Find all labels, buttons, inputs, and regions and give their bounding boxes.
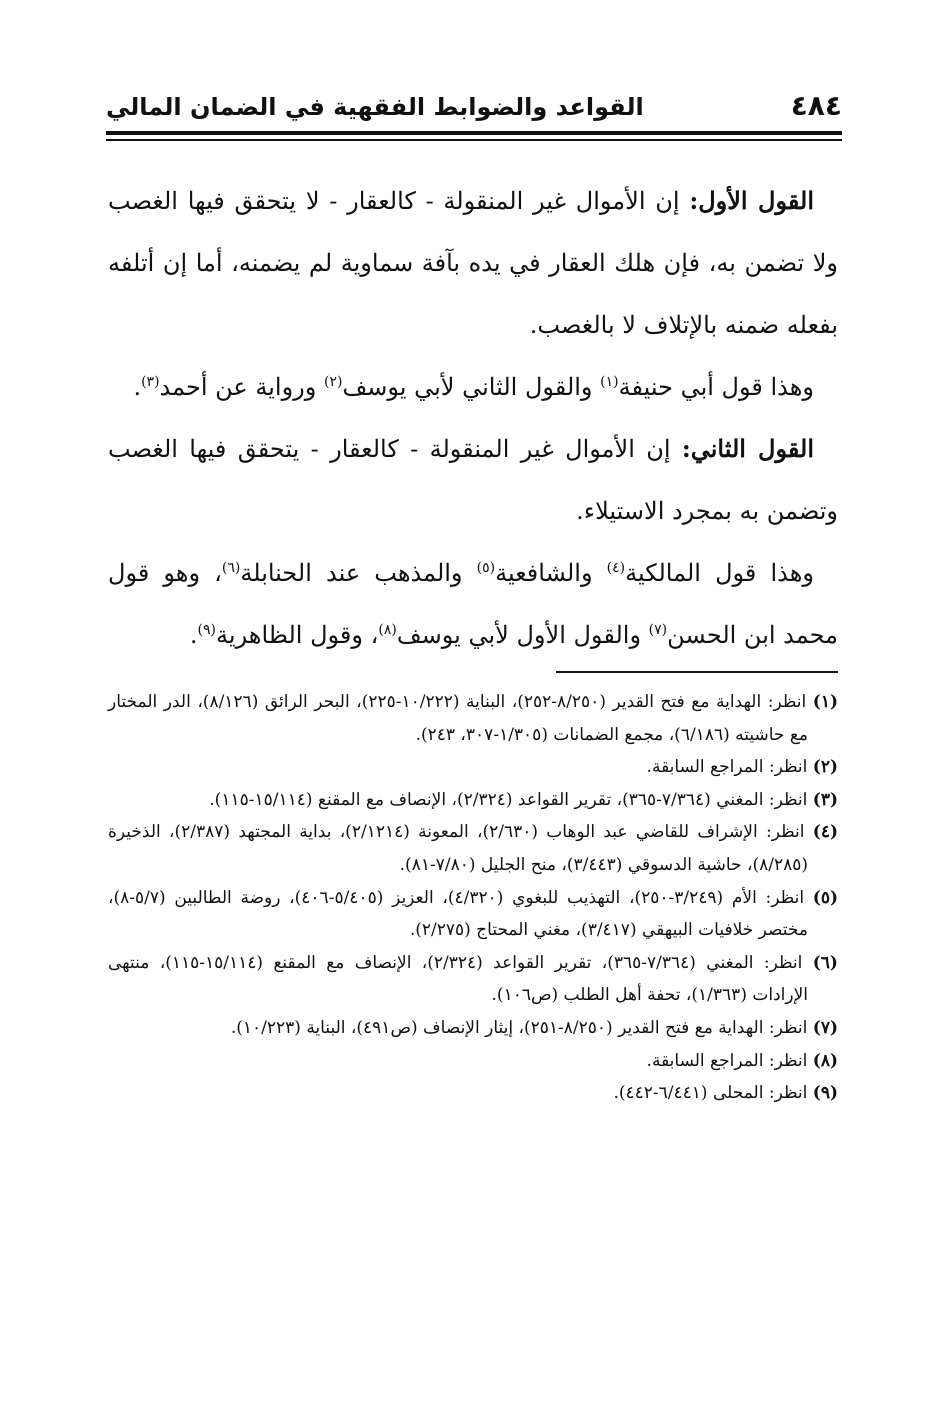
footnote-number: (٨) <box>812 1050 838 1071</box>
text-segment: ، وهو قول محمد ابن الحسن <box>108 559 838 649</box>
footnotes <box>108 686 838 1110</box>
running-title: القواعد والضوابط الفقهية في الضمان المالي <box>106 93 644 121</box>
text-segment: ورواية عن أحمد <box>159 373 324 401</box>
footnote-text: انظر: المراجع السابقة. <box>646 1050 808 1071</box>
main-text <box>108 170 838 666</box>
footnote <box>108 882 838 947</box>
text-segment: وهذا قول المالكية <box>625 559 814 587</box>
footnote-number: (٤) <box>812 822 839 843</box>
footnote-number: (٢) <box>812 757 838 778</box>
paragraph-first-opinion-holders <box>108 356 838 418</box>
footnote-ref-1: (١) <box>600 374 619 390</box>
paragraph-second-opinion-holders <box>108 542 838 666</box>
text-segment: ، وقول الظاهرية <box>216 621 379 649</box>
footnote-number: (٥) <box>812 887 838 908</box>
footnote <box>108 751 838 784</box>
paragraph-second-opinion <box>108 418 838 542</box>
footnote-ref-9: (٩) <box>197 622 217 638</box>
first-opinion-heading: القول الأول: <box>689 186 815 215</box>
footnote <box>108 686 838 751</box>
second-opinion-heading: القول الثاني: <box>681 434 814 463</box>
footnote-number: (٧) <box>812 1017 838 1038</box>
second-opinion-text: إن الأموال غير المنقولة - كالعقار - يتحقق فيها الغصب وتضمن به بمجرد الاستيلاء. <box>108 435 838 525</box>
footnote <box>108 947 838 1012</box>
footnote-text: انظر: المغني (٧/٣٦٤-٣٦٥)، تقرير القواعد (٢/٣٢٤)، الإنصاف مع المقنع (١٥/١١٤-١١٥). <box>209 789 808 810</box>
footnote-number: (١) <box>812 692 839 712</box>
header-rule-thin <box>106 139 842 141</box>
footnote-text: انظر: الأم (٣/٢٤٩-٢٥٠)، التهذيب للبغوي (٤/٣٢٠)، العزيز (٥/٤٠٥-٤٠٦)، روضة الطالبين (٥/٧-٨)، مختصر خلافيات البيهقي (٣/٤١٧)، مغني المحتاج (٢/٢٧٥). <box>108 887 808 941</box>
text-segment: والقول الثاني لأبي يوسف <box>342 373 601 401</box>
footnote <box>108 1045 838 1078</box>
footnote-text: انظر: الهداية مع فتح القدير (٨/٢٥٠-٢٥١)، إيثار الإنصاف (ص٤٩١)، البناية (١٠/٢٢٣). <box>230 1017 808 1038</box>
text-segment: والشافعية <box>495 559 607 587</box>
footnote-ref-8: (٨) <box>378 622 397 638</box>
footnote-text: انظر: المغني (٧/٣٦٤-٣٦٥)، تقرير القواعد (٢/٣٢٤)، الإنصاف مع المقنع (١٥/١١٤-١١٥)، منتهى الإرادات (١/٣٦٣)، تحفة أهل الطلب (ص١٠٦). <box>108 952 808 1006</box>
footnote-text: انظر: الهداية مع فتح القدير (٨/٢٥٠-٢٥٢)، البناية (١٠/٢٢٢-٢٢٥)، البحر الرائق (٨/١٢٦)، الدر المختار مع حاشيته (٦/١٨٦)، مجمع الضمانات (١/٣٠٥-٣٠٧، ٢٤٣). <box>108 692 808 745</box>
page-header <box>106 88 842 128</box>
footnote-number: (٩) <box>812 1083 838 1104</box>
footnote-text: انظر: الإشراف للقاضي عبد الوهاب (٢/٦٣٠)، المعونة (٢/١٢١٤)، بداية المجتهد (٢/٣٨٧)، الذخيرة (٨/٢٨٥)، حاشية الدسوقي (٣/٤٤٣)، منح الجليل (٧/٨٠-٨١). <box>108 822 808 875</box>
footnote-ref-4: (٤) <box>606 560 626 576</box>
footnote <box>108 1077 838 1110</box>
footnote-ref-7: (٧) <box>648 622 668 638</box>
footnote-text: انظر: المحلى (٦/٤٤١-٤٤٢). <box>613 1083 808 1104</box>
text-segment: والمذهب عند الحنابلة <box>240 559 477 587</box>
footnote-separator <box>556 671 838 673</box>
footnote <box>108 784 838 817</box>
footnote <box>108 816 838 881</box>
footnote-ref-3: (٣) <box>141 374 160 390</box>
text-segment: . <box>133 373 142 401</box>
footnote-text: انظر: المراجع السابقة. <box>646 757 808 778</box>
text-segment: والقول الأول لأبي يوسف <box>396 621 649 649</box>
footnote-ref-2: (٢) <box>323 374 343 390</box>
footnote <box>108 1012 838 1045</box>
footnote-ref-6: (٦) <box>221 560 241 576</box>
footnote-ref-5: (٥) <box>476 560 496 576</box>
footnote-number: (٦) <box>812 952 838 973</box>
paragraph-first-opinion <box>108 170 838 356</box>
first-opinion-text: إن الأموال غير المنقولة - كالعقار - لا يتحقق فيها الغصب ولا تضمن به، فإن هلك العقار في يده بآفة سماوية لم يضمنه، أما إن أتلفه بفعله ضمنه بالإتلاف لا بالغصب. <box>108 187 838 339</box>
header-rule-thick <box>106 131 842 135</box>
text-segment: . <box>189 621 198 649</box>
text-segment: وهذا قول أبي حنيفة <box>618 373 814 401</box>
footnote-number: (٣) <box>812 789 838 810</box>
page-number: ٤٨٤ <box>790 89 842 122</box>
